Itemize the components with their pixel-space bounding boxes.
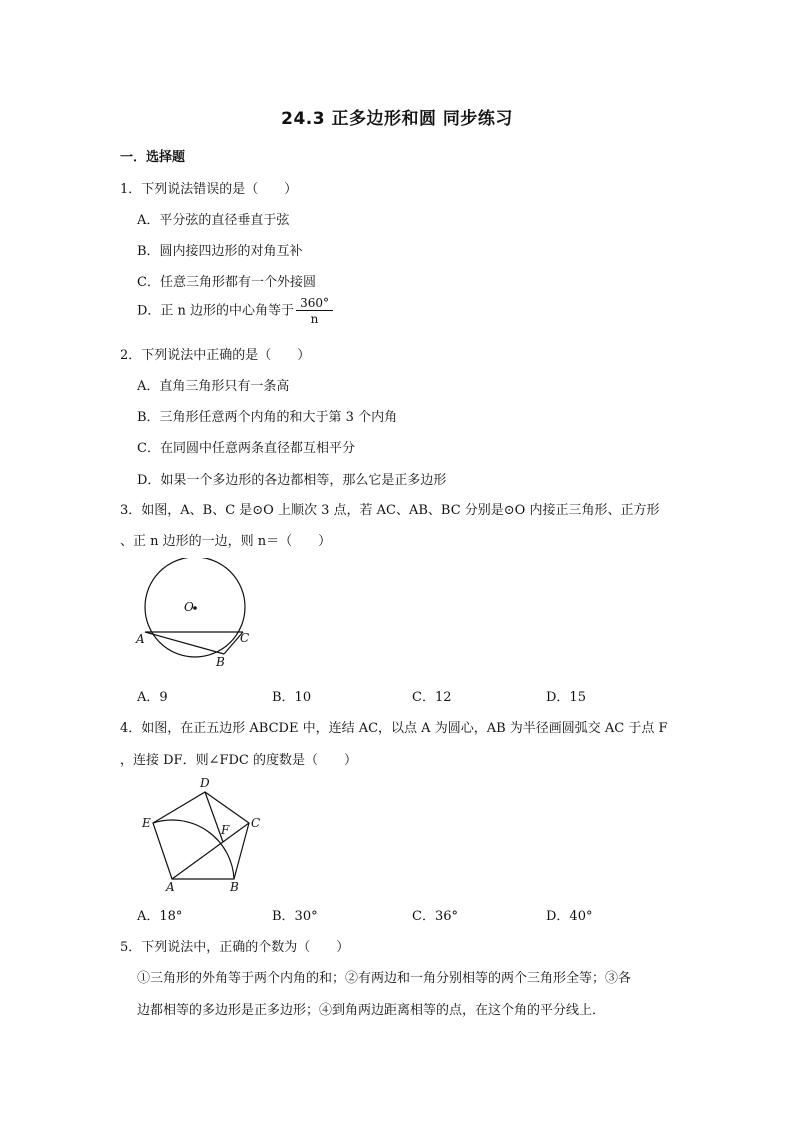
question-4-answer-b: B．30° (272, 909, 318, 924)
question-2-option-a: A．直角三角形只有一条高 (137, 379, 290, 394)
pentagon-abcde (153, 792, 249, 879)
label-c: C (251, 816, 261, 830)
question-3-answer-d: D．15 (546, 690, 586, 705)
question-1-option-d-text: D．正 n 边形的中心角等于 (137, 303, 295, 319)
page-title: 24.3 正多边形和圆 同步练习 (281, 109, 513, 129)
question-1-stem: 1．下列说法错误的是（ ） (120, 182, 298, 197)
section-heading: 一．选择题 (120, 150, 186, 165)
question-4-stem-line-2: ，连接 DF．则∠FDC 的度数是（ ） (120, 753, 357, 768)
fraction-denominator: n (310, 312, 319, 326)
question-2-option-c: C．在同圆中任意两条直径都互相平分 (137, 441, 355, 456)
chord-ab (145, 632, 224, 654)
label-a: A (166, 880, 175, 894)
circle-figure (130, 558, 260, 673)
label-b: B (230, 880, 239, 894)
question-4-stem-line-1: 4．如图，在正五边形 ABCDE 中，连结 AC，以点 A 为圆心，AB 为半径画圆弧交 AC 于点 F (120, 721, 668, 736)
question-1-option-c: C．任意三角形都有一个外接圆 (137, 275, 316, 290)
label-f: F (221, 823, 230, 837)
question-5-stem: 5．下列说法中，正确的个数为（ ） (120, 940, 350, 955)
fraction-numerator: 360° (296, 297, 333, 311)
question-5-statements-line-2: 边都相等的多边形是正多边形；④到角两边距离相等的点，在这个角的平分线上． (137, 1003, 606, 1018)
question-4-answer-a: A．18° (137, 909, 183, 924)
question-4-answer-d: D．40° (546, 909, 593, 924)
question-4-answer-c: C．36° (412, 909, 458, 924)
question-5-statements-line-1: ①三角形的外角等于两个内角的和；②有两边和一角分别相等的两个三角形全等；③各 (137, 971, 632, 986)
question-3-answer-a: A．9 (137, 690, 168, 705)
label-c: C (240, 631, 250, 645)
question-2-option-b: B．三角形任意两个内角的和大于第 3 个内角 (137, 410, 398, 425)
question-3-answer-b: B．10 (272, 690, 312, 705)
label-b: B (216, 655, 225, 669)
question-1-option-b: B．圆内接四边形的对角互补 (137, 244, 303, 259)
label-e: E (142, 816, 151, 830)
question-3-stem-line-1: 3．如图，A、B、C 是⊙O 上顺次 3 点，若 AC、AB、BC 分别是⊙O 内接正三角形、正方形 (120, 503, 660, 518)
label-o: O (184, 600, 194, 614)
pentagon-figure (130, 772, 275, 896)
question-1-option-a: A．平分弦的直径垂直于弦 (137, 213, 290, 228)
question-3-stem-line-2: 、正 n 边形的一边，则 n＝（ ） (120, 534, 332, 549)
question-2-stem: 2．下列说法中正确的是（ ） (120, 348, 311, 363)
question-1-option-d (137, 297, 333, 325)
segment-ac (172, 823, 249, 879)
question-3-answer-c: C．12 (412, 690, 452, 705)
label-d: D (200, 776, 210, 790)
label-a: A (136, 632, 145, 646)
fraction (296, 297, 333, 325)
question-2-option-d: D．如果一个多边形的各边都相等，那么它是正多边形 (137, 473, 447, 488)
